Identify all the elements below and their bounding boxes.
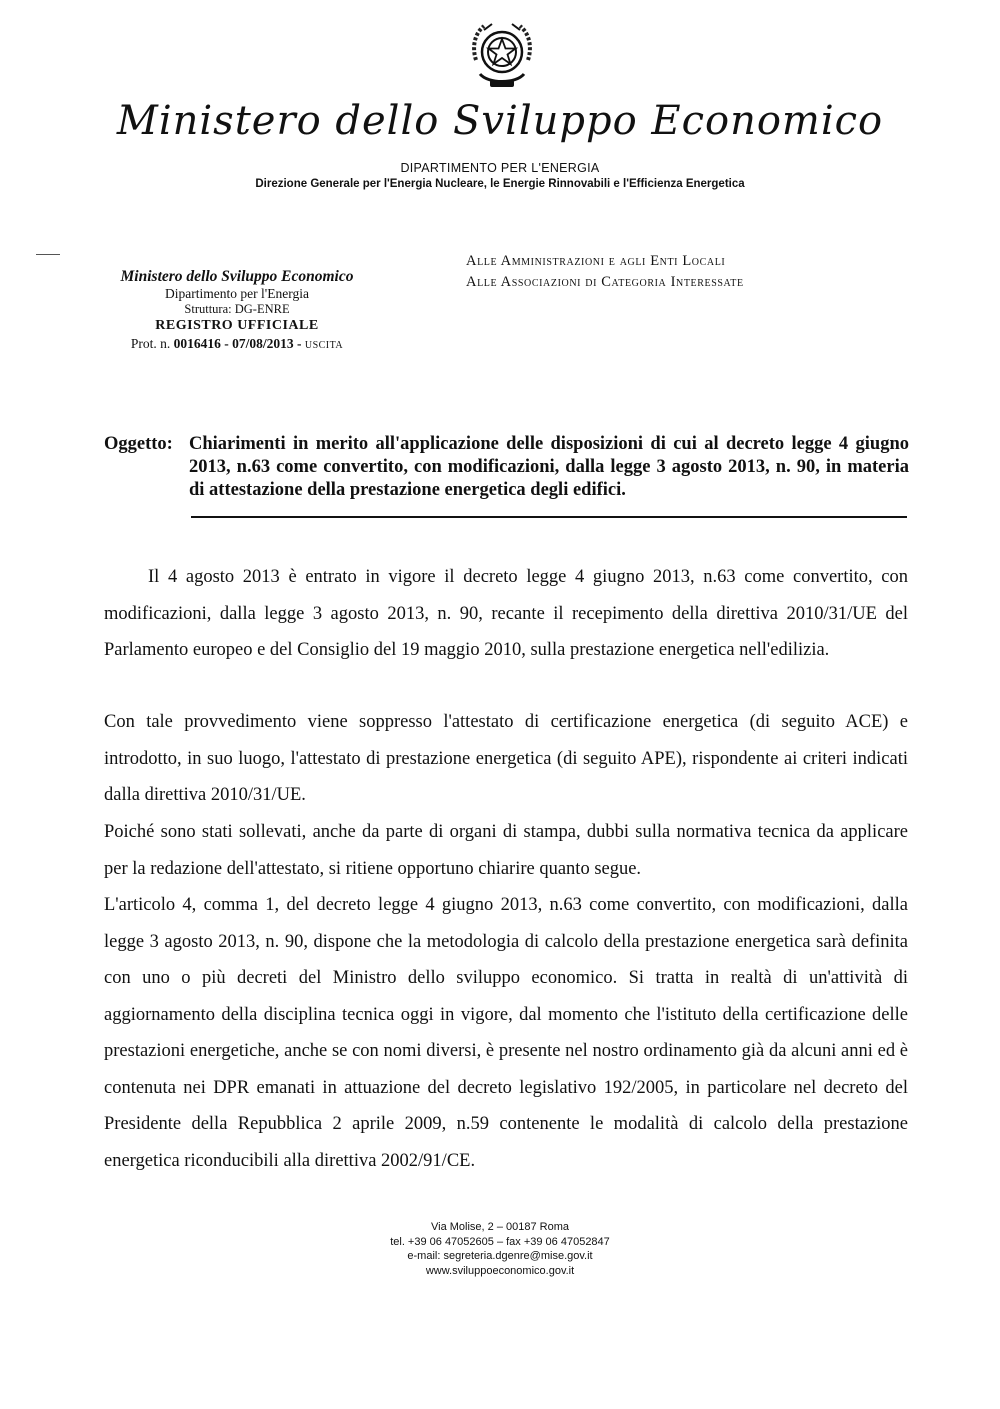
directorate-heading: Direzione Generale per l'Energia Nucleare, le Energie Rinnovabili e l'Efficienza Energetica — [255, 178, 745, 190]
stamp-prot-number: 0016416 - 07/08/2013 - — [173, 336, 302, 351]
body-paragraph: L'articolo 4, comma 1, del decreto legge 4 giugno 2013, n.63 come convertito, con modificazioni, dalla legge 3 agosto 2013, n. 90, dispone che la metodologia di calcolo della prestazione energetica sarà definita con uno o più decreti del Ministro dello sviluppo economico. Si tratta in realtà di un'attività di aggiornamento della disciplina tecnica oggi in vigore, dal momento che l'istituto della certificazione delle prestazioni energetiche, anche se con nomi diversi, è presente nel nostro ordinamento già da alcuni anni ed è contenuta nei DPR emanati in attuazione del decreto legislativo 192/2005, in particolare nel decreto del Presidente della Repubblica 2 aprile 2009, n.59 contenente le modalità di calcolo della prestazione energetica riconducibili alla direttiva 2002/91/CE. — [104, 895, 908, 1171]
recipient-line: Alle Amministrazioni e agli Enti Locali — [466, 253, 726, 269]
body-paragraph: Con tale provvedimento viene soppresso l'attestato di certificazione energetica (di seguito ACE) e introdotto, in suo luogo, l'attestato di prestazione energetica (di seguito APE), rispondente ai criteri indicati dalla direttiva 2010/31/UE. — [104, 712, 908, 805]
body-paragraph: Il 4 agosto 2013 è entrato in vigore il decreto legge 4 giugno 2013, n.63 come convertito, con modificazioni, dalla legge 3 agosto 2013, n. 90, recante il recepimento della direttiva 2010/31/UE del Parlamento europeo e del Consiglio del 19 maggio 2010, sulla prestazione energetica nell'edilizia. — [104, 567, 908, 660]
stamp-protocol-line — [92, 335, 382, 354]
footer-email: e-mail: segreteria.dgenre@mise.gov.it — [407, 1250, 593, 1262]
subject-underline — [191, 516, 907, 518]
margin-mark — [36, 254, 60, 255]
ministry-title: Ministero dello Sviluppo Economico — [116, 98, 884, 144]
recipients-block — [466, 251, 744, 293]
recipient-line: Alle Associazioni di Categoria Interessate — [466, 274, 744, 290]
subject-label: Oggetto: — [104, 434, 173, 454]
republic-emblem-icon — [466, 18, 538, 94]
stamp-structure: Struttura: DG-ENRE — [184, 302, 290, 316]
stamp-registry: REGISTRO UFFICIALE — [155, 318, 319, 333]
protocol-stamp — [92, 267, 382, 354]
body-paragraph: Poiché sono stati sollevati, anche da parte di organi di stampa, dubbi sulla normativa tecnica da applicare per la redazione dell'attestato, si ritiene opportuno chiarire quanto segue. — [104, 822, 908, 879]
stamp-ministry: Ministero dello Sviluppo Economico — [120, 268, 354, 285]
subject-block — [104, 433, 914, 502]
department-heading: DIPARTIMENTO PER L'ENERGIA — [400, 161, 600, 175]
stamp-prot-prefix: Prot. n. — [130, 336, 171, 351]
stamp-department: Dipartimento per l'Energia — [165, 286, 309, 301]
footer-address: Via Molise, 2 – 00187 Roma — [431, 1221, 569, 1233]
footer-contacts — [0, 1220, 1000, 1278]
footer-website: www.sviluppoeconomico.gov.it — [425, 1264, 575, 1277]
footer-phone: tel. +39 06 47052605 – fax +39 06 47052847 — [390, 1235, 610, 1248]
subject-text: Chiarimenti in merito all'applicazione delle disposizioni di cui al decreto legge 4 giugno 2013, n.63 come convertito, con modificazioni, dalla legge 3 agosto 2013, n. 90, in materia di attestazione della prestazione energetica degli edifici. — [189, 434, 909, 500]
stamp-direction: USCITA — [304, 340, 344, 351]
